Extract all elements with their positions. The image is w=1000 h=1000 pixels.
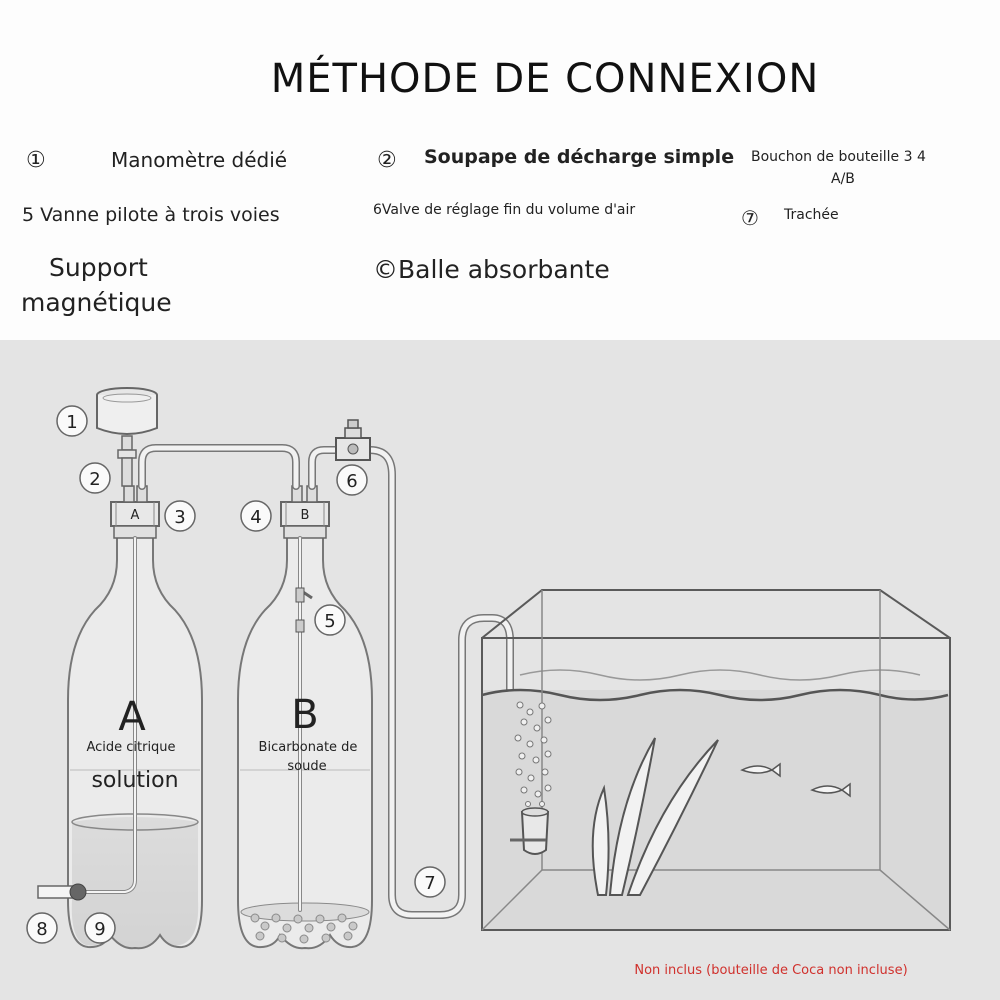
bottle-a-label-line2: solution: [91, 768, 179, 793]
legend-item-8-line2: magnétique: [21, 288, 172, 317]
legend-item-1-number: ①: [26, 148, 46, 173]
connection-diagram: [0, 340, 1000, 1000]
aquarium-tank: [482, 590, 950, 930]
bottle-b-cap-letter: B: [300, 508, 310, 523]
bottle-b-label-line1: Bicarbonate de: [258, 740, 358, 755]
callout-5: 5: [324, 611, 336, 632]
callout-2: 2: [89, 469, 101, 490]
callout-6: 6: [346, 471, 358, 492]
legend-item-34-line1: Bouchon de bouteille 3 4: [751, 149, 926, 165]
callout-3: 3: [174, 507, 186, 528]
fine-adjust-valve-icon: [336, 420, 370, 460]
legend-item-34-line2: A/B: [831, 171, 855, 187]
bottle-a-label-line1: Acide citrique: [86, 740, 176, 755]
bottle-a-cap-letter: A: [130, 508, 140, 523]
callout-9: 9: [94, 919, 106, 940]
callout-4: 4: [250, 507, 262, 528]
legend-item-7-number: ⑦: [741, 206, 759, 230]
legend-item-2-text: Soupape de décharge simple: [424, 146, 735, 168]
legend-item-9-text: ©Balle absorbante: [373, 255, 610, 284]
callout-7: 7: [424, 873, 436, 894]
bottle-b-label-line2: soude: [287, 759, 327, 774]
legend-panel: [0, 0, 1000, 340]
legend-item-1-text: Manomètre dédié: [111, 148, 288, 172]
legend-item-8-line1: Support: [49, 253, 148, 282]
bottle-b-letter: B: [291, 692, 319, 738]
absorbent-ball-icon: [70, 884, 86, 900]
page-title: MÉTHODE DE CONNEXION: [270, 56, 820, 102]
callout-1: 1: [66, 412, 78, 433]
legend-item-5-text: 5 Vanne pilote à trois voies: [22, 204, 280, 226]
connection-diagram-svg: [0, 340, 1000, 1000]
legend-item-2-number: ②: [377, 148, 397, 173]
bottle-a-letter: A: [118, 694, 146, 740]
callout-8: 8: [36, 919, 48, 940]
legend-item-6-text: 6Valve de réglage fin du volume d'air: [373, 202, 636, 218]
not-included-note: Non inclus (bouteille de Coca non incluse): [634, 963, 908, 978]
legend-item-7-text: Trachée: [784, 207, 839, 223]
